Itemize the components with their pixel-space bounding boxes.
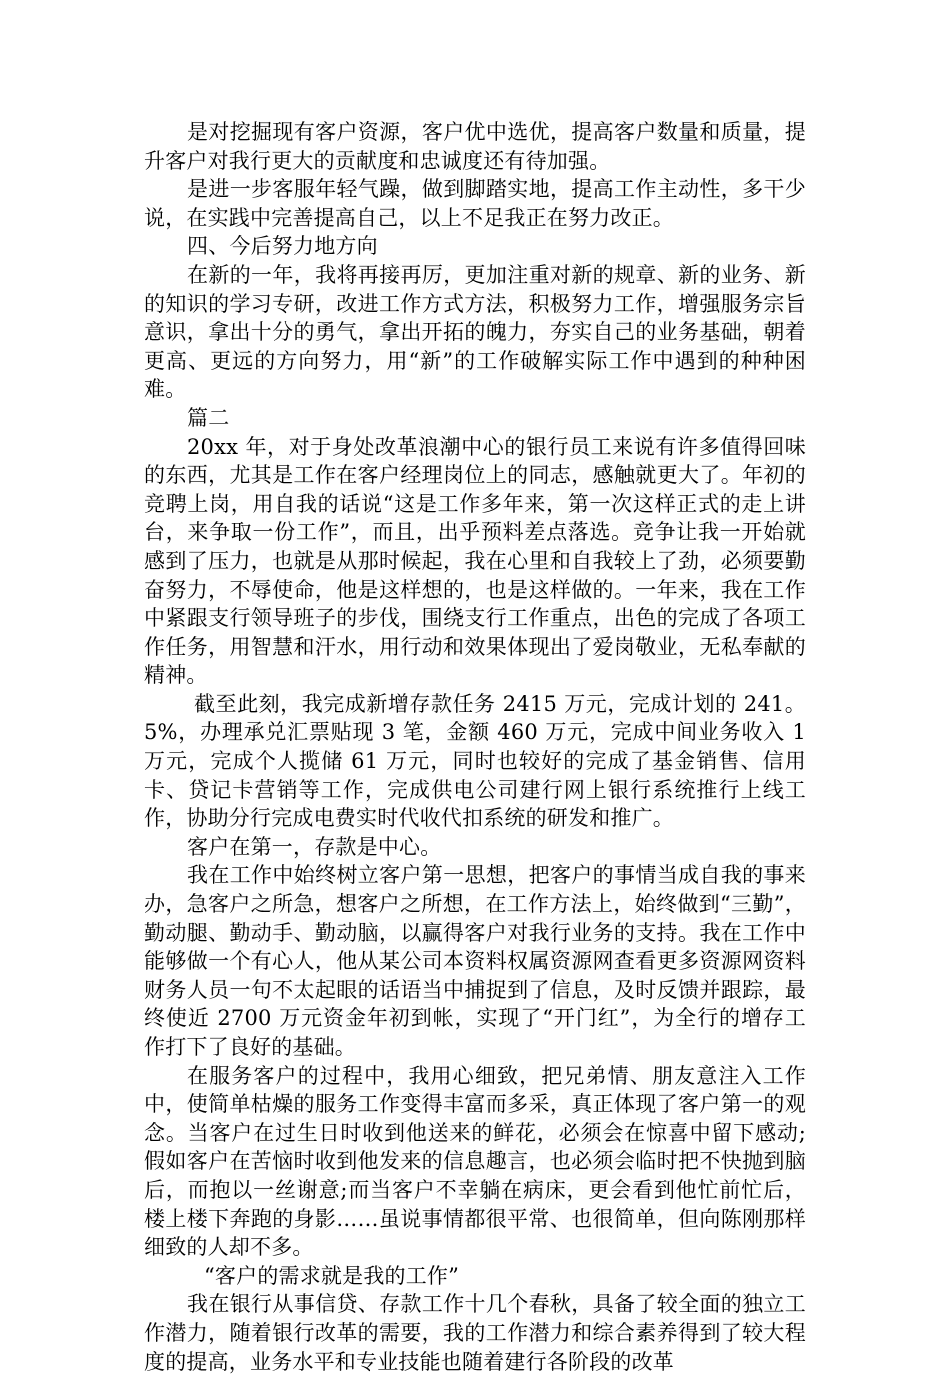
part-heading: 篇二: [187, 405, 230, 430]
paragraph-3: 在新的一年，我将再接再厉，更加注重对新的规章、新的业务、新的知识的学习专研，改进工作方式方法，积极努力工作，增强服务宗旨意识，拿出十分的勇气，拿出开拓的魄力，夯实自己的业务基础，朝着更高、更远的方向努力，用“新”的工作破解实际工作中遇到的种种困难。: [144, 262, 806, 402]
paragraph-5: 截至此刻，我完成新增存款任务 2415 万元，完成计划的 241。5%，办理承兑汇票贴现 3 笔，金额 460 万元，完成中间业务收入 1 万元，完成个人揽储 61 万元，同时也较好的完成了基金销售、信用卡、贷记卡营销等工作，完成供电公司建行网上银行系统推行上线工作，协助分行完成电费实时代收代扣系统的研发和推广。: [144, 691, 806, 831]
paragraph-4: 20xx 年，对于身处改革浪潮中心的银行员工来说有许多值得回味的东西，尤其是工作在客户经理岗位上的同志，感触就更大了。年初的竞聘上岗，用自我的话说“这是工作多年来，第一次这样正式的走上讲台，来争取一份工作”，而且，出乎预料差点落选。竞争让我一开始就感到了压力，也就是从那时候起，我在心里和自我较上了劲，必须要勤奋努力，不辱使命，他是这样想的，也是这样做的。一年来，我在工作中紧跟支行领导班子的步伐，围绕支行工作重点，出色的完成了各项工作任务，用智慧和汗水，用行动和效果体现出了爱岗敬业，无私奉献的精神。: [144, 434, 806, 688]
paragraph-8: 我在银行从事信贷、存款工作十几个春秋，具备了较全面的独立工作潜力，随着银行改革的需要，我的工作潜力和综合素养得到了较大程度的提高，业务水平和专业技能也随着建行各阶段的改革: [144, 1292, 806, 1374]
document-body: [144, 118, 806, 1376]
paragraph-7: 在服务客户的过程中，我用心细致，把兄弟情、朋友意注入工作中，使简单枯燥的服务工作变得丰富而多采，真正体现了客户第一的观念。当客户在过生日时收到他送来的鲜花，必须会在惊喜中留下感动;假如客户在苦恼时收到他发来的信息趣言，也必须会临时把不快抛到脑后，而抱以一丝谢意;而当客户不幸躺在病床，更会看到他忙前忙后，楼上楼下奔跑的身影……虽说事情都很平常、也很简单，但向陈刚那样细致的人却不多。: [144, 1063, 806, 1260]
subheading-customer-first: 客户在第一，存款是中心。: [187, 834, 442, 859]
paragraph-1: 是对挖掘现有客户资源，客户优中选优，提高客户数量和质量，提升客户对我行更大的贡献度和忠诚度还有待加强。: [144, 120, 806, 173]
section-heading: 四、今后努力地方向: [187, 234, 378, 259]
subheading-customer-needs: “客户的需求就是我的工作”: [204, 1263, 460, 1288]
paragraph-2: 是进一步客服年轻气躁，做到脚踏实地，提高工作主动性，多干少说，在实践中完善提高自己，以上不足我正在努力改正。: [144, 177, 806, 230]
paragraph-6: 我在工作中始终树立客户第一思想，把客户的事情当成自我的事来办，急客户之所急，想客户之所想，在工作方法上，始终做到“三勤”，勤动腿、勤动手、勤动脑，以赢得客户对我行业务的支持。我在工作中能够做一个有心人，他从某公司本资料权属资源网查看更多资源网资料财务人员一句不太起眼的话语当中捕捉到了信息，及时反馈并跟踪，最终使近 2700 万元资金年初到帐，实现了“开门红”，为全行的增存工作打下了良好的基础。: [144, 863, 806, 1059]
